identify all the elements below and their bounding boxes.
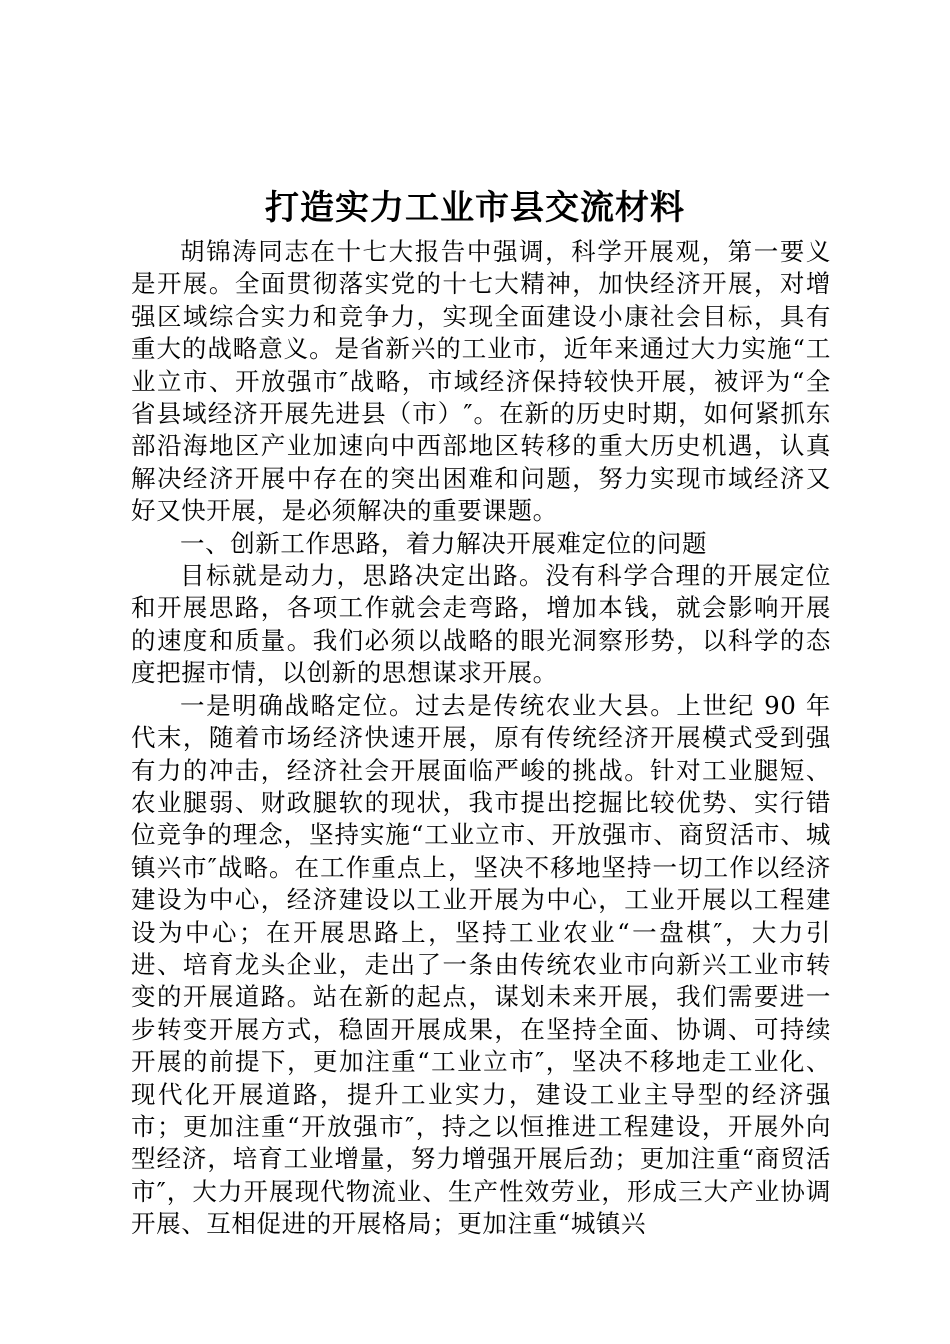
paragraph-goal: 目标就是动力，思路决定出路。没有科学合理的开展定位和开展思路，各项工作就会走弯路，增加本钱，就会影响开展的速度和质量。我们必须以战略的眼光洞察形势，以科学的态度把握市情，以创新的思想谋求开展。 bbox=[131, 561, 831, 688]
paragraph-strategy: 一是明确战略定位。过去是传统农业大县。上世纪 90 年代末，随着市场经济快速开展，原有传统经济开展模式受到强有力的冲击，经济社会开展面临严峻的挑战。针对工业腿短、农业腿弱、财政腿软的现状，我市提出挖掘比较优势、实行错位竞争的理念，坚持实施“工业立市、开放强市、商贸活市、城镇兴市″战略。在工作重点上，坚决不移地坚持一切工作以经济建设为中心，经济建设以工业开展为中心，工业开展以工程建设为中心；在开展思路上，坚持工业农业“一盘棋″，大力引进、培育龙头企业，走出了一条由传统农业市向新兴工业市转变的开展道路。站在新的起点，谋划未来开展，我们需要进一步转变开展方式，稳固开展成果，在坚持全面、协调、可持续开展的前提下，更加注重“工业立市″，坚决不移地走工业化、现代化开展道路，提升工业实力，建设工业主导型的经济强市；更加注重“开放强市″，持之以恒推进工程建设，开展外向型经济，培育工业增量，努力增强开展后劲；更加注重“商贸活市″，大力开展现代物流业、生产性效劳业，形成三大产业协调开展、互相促进的开展格局；更加注重“城镇兴 bbox=[131, 690, 831, 1239]
document-title: 打造实力工业市县交流材料 bbox=[265, 188, 685, 228]
paragraph-intro: 胡锦涛同志在十七大报告中强调，科学开展观，第一要义是开展。全面贯彻落实党的十七大精神，加快经济开展，对增强区域综合实力和竞争力，实现全面建设小康社会目标，具有重大的战略意义。是省新兴的工业市，近年来通过大力实施“工业立市、开放强市″战略，市域经济保持较快开展，被评为“全省县域经济开展先进县（市）″。在新的历史时期，如何紧抓东部沿海地区产业加速向中西部地区转移的重大历史机遇，认真解决经济开展中存在的突出困难和问题，努力实现市域经济又好又快开展，是必须解决的重要课题。 bbox=[131, 237, 831, 526]
document-body bbox=[131, 236, 831, 1241]
section-heading-1: 一、创新工作思路，着力解决开展难定位的问题 bbox=[180, 528, 708, 558]
